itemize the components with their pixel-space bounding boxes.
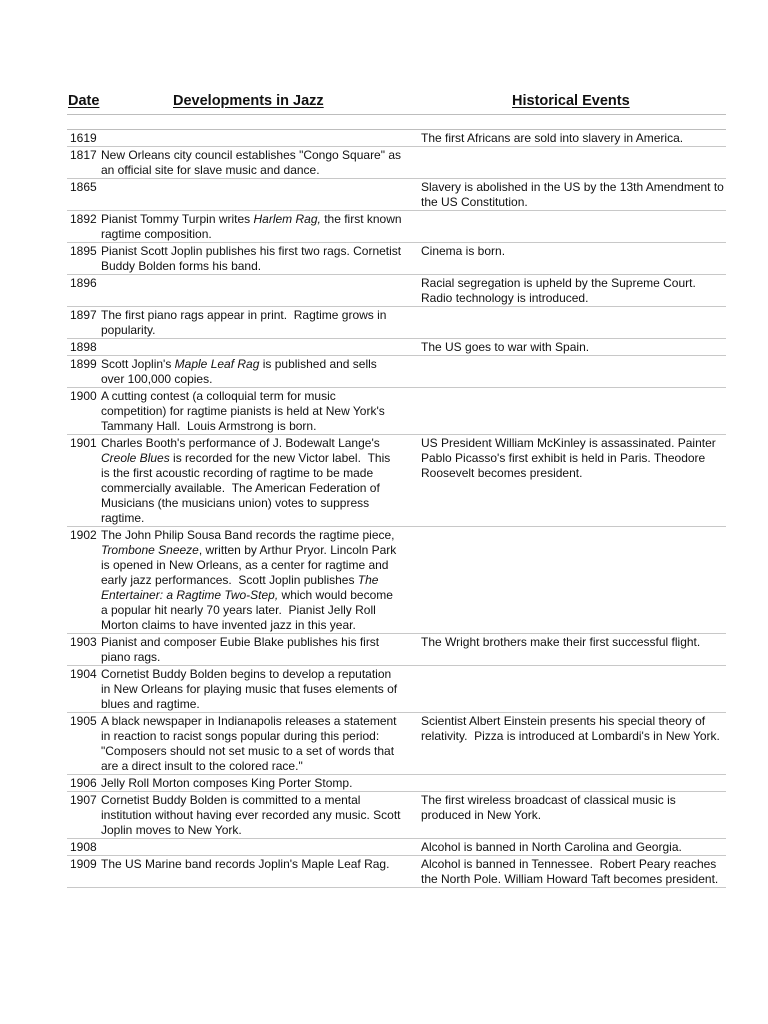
timeline-row — [67, 307, 726, 339]
timeline-row — [67, 666, 726, 713]
jazz-cell — [67, 131, 402, 146]
timeline-row — [67, 211, 726, 243]
jazz-cell — [67, 244, 402, 274]
historical-event-text — [402, 212, 726, 242]
year-cell: 1895 — [70, 244, 97, 258]
jazz-development-text: New Orleans city council establishes "Congo Square" as an official site for slave music and dance. — [101, 148, 401, 177]
jazz-development-text: A black newspaper in Indianapolis releases a statement in reaction to racist songs popular during this period: "Composers should not set music to a set of words that are a direct insult to the colored race." — [101, 714, 397, 773]
year-cell: 1896 — [70, 276, 97, 290]
jazz-cell — [67, 635, 402, 665]
year-cell: 1898 — [70, 340, 97, 354]
historical-event-text — [402, 148, 726, 178]
timeline-row — [67, 527, 726, 634]
historical-event-text: Alcohol is banned in North Carolina and Georgia. — [421, 840, 682, 854]
timeline-row — [67, 147, 726, 179]
jazz-development-text: Pianist and composer Eubie Blake publishes his first piano rags. — [101, 635, 380, 664]
jazz-cell — [67, 180, 402, 210]
historical-event-text: The first wireless broadcast of classical music is produced in New York. — [421, 793, 676, 822]
timeline-table — [67, 130, 726, 888]
jazz-cell — [67, 436, 402, 526]
timeline-row — [67, 775, 726, 792]
timeline-row — [67, 275, 726, 307]
jazz-development-text: The US Marine band records Joplin's Maple Leaf Rag. — [101, 857, 390, 871]
jazz-development-text — [101, 180, 402, 210]
timeline-row — [67, 356, 726, 388]
timeline-row — [67, 243, 726, 275]
jazz-cell — [67, 793, 402, 838]
year-cell: 1902 — [70, 528, 97, 542]
jazz-development-text — [101, 131, 402, 146]
year-cell: 1899 — [70, 357, 97, 371]
historical-event-text: Scientist Albert Einstein presents his special theory of relativity. Pizza is introduced at Lombardi's in New York. — [421, 714, 720, 743]
timeline-row — [67, 792, 726, 839]
jazz-cell — [67, 357, 402, 387]
jazz-cell — [67, 276, 402, 306]
jazz-development-text: Cornetist Buddy Bolden is committed to a mental institution without having ever recorded any music. Scott Joplin moves to New York. — [101, 793, 401, 837]
year-cell: 1908 — [70, 840, 97, 854]
historical-event-text: The first Africans are sold into slavery in America. — [421, 131, 684, 145]
year-cell: 1909 — [70, 857, 97, 871]
historical-event-text — [402, 308, 726, 338]
year-cell: 1907 — [70, 793, 97, 807]
jazz-cell — [67, 714, 402, 774]
header-divider — [67, 114, 726, 130]
historical-event-text: US President William McKinley is assassinated. Painter Pablo Picasso's first exhibit is held in Paris. Theodore Roosevelt becomes president. — [421, 436, 716, 480]
jazz-development-text: The first piano rags appear in print. Ragtime grows in popularity. — [101, 308, 387, 337]
jazz-cell — [67, 212, 402, 242]
historical-event-text — [402, 357, 726, 387]
jazz-cell — [67, 840, 402, 855]
date-column-header: Date — [68, 93, 100, 109]
year-cell: 1901 — [70, 436, 97, 450]
jazz-cell — [67, 857, 402, 887]
timeline-row — [67, 130, 726, 147]
jazz-development-text — [101, 276, 402, 306]
jazz-cell — [67, 340, 402, 355]
timeline-row — [67, 339, 726, 356]
historical-event-text: Slavery is abolished in the US by the 13th Amendment to the US Constitution. — [421, 180, 724, 209]
year-cell: 1817 — [70, 148, 97, 162]
timeline-row — [67, 634, 726, 666]
jazz-development-text: Pianist Tommy Turpin writes Harlem Rag, the first known ragtime composition. — [101, 212, 402, 241]
historical-event-text: Racial segregation is upheld by the Supreme Court. Radio technology is introduced. — [421, 276, 696, 305]
year-cell: 1897 — [70, 308, 97, 322]
jazz-development-text: Cornetist Buddy Bolden begins to develop a reputation in New Orleans for playing music that fuses elements of blues and ragtime. — [101, 667, 398, 711]
jazz-development-text: Jelly Roll Morton composes King Porter Stomp. — [101, 776, 353, 790]
historical-event-text: Alcohol is banned in Tennessee. Robert Peary reaches the North Pole. William Howard Taft becomes president. — [421, 857, 719, 886]
developments-column-header: Developments in Jazz — [173, 93, 324, 109]
jazz-development-text — [101, 840, 402, 855]
jazz-cell — [67, 148, 402, 178]
jazz-development-text: Scott Joplin's Maple Leaf Rag is published and sells over 100,000 copies. — [101, 357, 377, 386]
jazz-cell — [67, 528, 402, 633]
jazz-development-text — [101, 340, 402, 355]
year-cell: 1865 — [70, 180, 97, 194]
year-cell: 1905 — [70, 714, 97, 728]
historical-event-text: Cinema is born. — [421, 244, 506, 258]
historical-event-text — [402, 667, 726, 712]
historical-event-text — [402, 528, 726, 633]
timeline-row — [67, 388, 726, 435]
historical-event-text — [402, 776, 726, 791]
timeline-row — [67, 713, 726, 775]
jazz-development-text: The John Philip Sousa Band records the ragtime piece, Trombone Sneeze, written by Arthur Pryor. Lincoln Park is opened in New Orleans, as a center for ragtime and early jazz performances. Scott Joplin publishes The Entertainer: a Ragtime Two-Step, which would become a popular hit nearly 70 years later. Pianist Jelly Roll Morton claims to have invented jazz in this year. — [101, 528, 397, 632]
jazz-development-text: Pianist Scott Joplin publishes his first two rags. Cornetist Buddy Bolden forms his band. — [101, 244, 402, 273]
year-cell: 1619 — [70, 131, 97, 145]
timeline-row — [67, 435, 726, 527]
jazz-development-text: A cutting contest (a colloquial term for music competition) for ragtime pianists is held at New York's Tammany Hall. Louis Armstrong is born. — [101, 389, 385, 433]
historical-event-text — [402, 389, 726, 434]
year-cell: 1900 — [70, 389, 97, 403]
timeline-row — [67, 839, 726, 856]
historical-event-text: The Wright brothers make their first successful flight. — [421, 635, 701, 649]
jazz-cell — [67, 776, 402, 791]
timeline-row — [67, 856, 726, 888]
jazz-cell — [67, 308, 402, 338]
jazz-cell — [67, 389, 402, 434]
jazz-cell — [67, 667, 402, 712]
jazz-development-text: Charles Booth's performance of J. Bodewalt Lange's Creole Blues is recorded for the new Victor label. This is the first acoustic recording of ragtime to be made commercially available. The American Federation of Musicians (the musicians union) votes to suppress ragtime. — [101, 436, 391, 525]
year-cell: 1904 — [70, 667, 97, 681]
year-cell: 1906 — [70, 776, 97, 790]
historical-event-text: The US goes to war with Spain. — [421, 340, 590, 354]
year-cell: 1892 — [70, 212, 97, 226]
historical-column-header: Historical Events — [512, 93, 630, 109]
timeline-row — [67, 179, 726, 211]
year-cell: 1903 — [70, 635, 97, 649]
